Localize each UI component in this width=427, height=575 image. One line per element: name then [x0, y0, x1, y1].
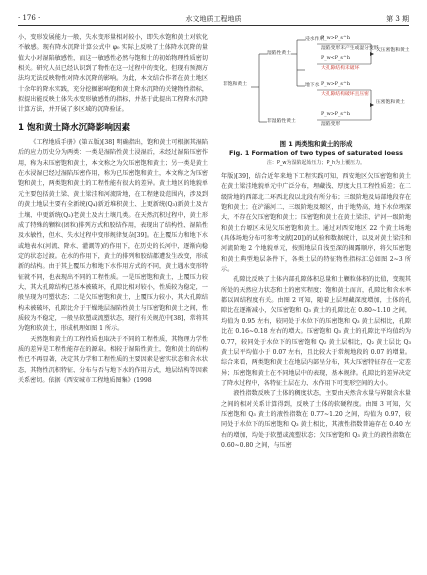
page-header: [18, 14, 409, 24]
annotation-2b: 大孔隙结构未破坏: [321, 66, 360, 71]
body-paragraph: 液性指数反映了土体的稠度状态，主要由天然含水量与界限含水量之间的相对关系计算得到，反映了土体的软硬程度。由图 3 可知，欠压密饱和 Q₃ 黄土的液性指数在 0.77~1.20 之间，均值为 0.97，较同处于水位下的压密饱和 Q₃ 黄土相比，其液性指数普遍存在 0.40 左右的增加，均处于软塑或流塑状态；欠压密饱和 Q₃ 黄土的液性指数在 0.60~0.80 之间，与压密: [221, 390, 411, 449]
figure-caption-note: 注：P_w为湿陷起始压力；P_h为上覆压力。: [266, 160, 366, 166]
node-root: 非饱和黄土: [223, 82, 247, 87]
section-heading: 1 饱和黄土降水沉降影响因素: [18, 122, 131, 133]
annotation-1: P_w>P_s^h: [321, 36, 350, 41]
header-rule: [18, 25, 409, 26]
figure-caption-en: Fig. 1 Formation of two types of saturated loess: [229, 149, 403, 157]
body-paragraph: 《工程地质手册》(第五版)[38] 明确指出，饱和黄土可根据其湿陷后的应力历史分为两类：一类是湿陷性黄土浸湿后，未经过湿陷压密作用，称为未压密饱和黄土，本文称之为欠压密饱和黄土；另一类是黄土在水浸湿已经过湿陷压密作用，称为已压密饱和黄土，本文称之为压密饱和黄土，两类饱和黄土的工程性能有很大的差异。黄土地区的地貌单元主要包括黄土梁、黄土梁洼和河流阶地，在工程建设范围内，涉及到的黄土地层主要有全新统(Q₄)新近堆积黄土、上更新统(Q₃)新黄土及古土壤、中更新统(Q₂)老黄土及古土壤几类。在天然沉积过程中，黄土形成了特殊的颗粒(团粒)排列方式和胶结作用，表现出了结构性、湿陷性及水敏性，但水、失水过程中变形规律复杂[39]。在上覆压力和地下水或地表水(河流、降水、灌溉等)的作用下，在历史的长河中，逐渐向稳定的状态过渡。在水的作用下，黄土的排列和胶结都遭发生改变，形成新的结构。由于其上覆压力和地下水作用方式的不同，黄土遇水变形特征就不同，也表现出不同的工程性质。一是压密饱和黄土，上覆压力较大，其大孔隙结构已基本被破坏，孔隙比相对较小，性质较为稳定，一般呈现为可塑状态；二是欠压密饱和黄土，上覆压力较小，其大孔隙结构未被破坏，孔隙比介于干燥地层湿陷性黄土与压密饱和黄土之间，性质较为不稳定，一般呈软塑或流塑状态，现行有关规范中[38]，常将其为饱和软黄土，形成机理如图 1 所示。: [18, 139, 208, 333]
annotation-3b: 大孔隙结构破坏且压密: [321, 92, 369, 97]
annotation-4b: 湿陷变形: [321, 122, 341, 127]
node-soaking: 浸水作用: [305, 37, 325, 42]
annotation-2: P_w<P_s^h: [321, 56, 350, 61]
result-consolidated: 压密饱和黄土: [376, 100, 405, 105]
figure-1: [221, 32, 411, 170]
page-number: · 176 ·: [18, 14, 41, 22]
body-paragraph: 年版)[39]，结合近年来地下工程实践可知，西安地区欠压密饱和黄土在黄土梁洼地貌单元中广泛分布，埋藏浅、厚度大且工程性质差；在二级阶地的西部北二环西北段以北段有所分布；三级阶地及局部地段存在饱和黄土；在浐灞河二、三级阶地及塬区，由于地势高，地下水位埋深大，不存在欠压密饱和黄土；压密饱和黄土在黄土梁洼、浐河一级阶地和黄土台塬区未见欠压密饱和黄土。通过对西安地区 22 个黄土场地(具体场地分布可参考文献[20])的试验和数据统计，以及对黄土梁洼和河流阶地 2 个地貌单元，按照地层自浅至深的揭露顺序，将欠压密饱和黄土典型地层条件下，各类土层的特征物性指标汇总如图 2~3 所示。: [221, 173, 411, 274]
intro-paragraph: 小，变形发展能力一般，失水变形量相对较小，即失水饱和黄土对软化不敏感。现有降水沉降计算公式中 φ₀ 实际上反映了土体降水沉降的量值大小对湿陷敏感性，而这一敏感性必然与饱和土的初始物理性质密切相关。研究人员已经认识到了物性在这一过程中的变化，但现有预测方法均无法反映物性对降水沉降的影响。为此，本文结合作者在黄土地区十余年的降水实践，充分挖掘影响饱和黄土降水沉降的关键物性指标，拟提出能反映土体失水变形敏感性的指标，并基于此提出工程降水沉降计算方法，并开展了多区域的沉降验证。: [18, 34, 208, 114]
body-paragraph: 天然饱和黄土的工程性质也取决于不同的工程性质，其物理力学性质的差异是工程性能存在的源泉。相较于湿陷性黄土，饱和黄土的结构性已不再显著，决定其力学和工程性质的主要因素是密实状态和含水状态，其物性沉积特征、分布与否与地下水的作用方式，地层结构等因素关系密切。依据《西安城市工程地质图集》(1998: [18, 335, 208, 384]
node-noncollapsible: 非湿陷性黄土: [267, 119, 296, 124]
left-column: [18, 33, 208, 386]
node-collapsible: 湿陷性黄土: [267, 51, 291, 56]
right-column: [221, 172, 411, 451]
journal-title: 水文地质工程地质: [185, 15, 242, 23]
node-groundwater: 地下水: [305, 83, 320, 88]
annotation-3: P_w>P_s^h: [321, 82, 350, 87]
annotation-1b: 湿陷变形未产生或湿分变形: [321, 46, 379, 51]
annotation-4: P_w>P_s^h: [321, 112, 350, 117]
body-paragraph: 孔隙比反映了土体内部孔隙体积总量和土颗粒体积的比值，变现其所处的天然应力状态和土的密实程度；饱和黄土而言，孔隙比和含水率都以固结程度有关。由图 2 可知，随着上层埋藏深度增加，土体的孔隙比在逐渐减小，欠压密饱和 Q₃ 黄土的孔隙比在 0.80~1.10 之间，均值为 0.95 左右，较同处于水位下的压密饱和 Q₃ 黄土层相比，孔隙比在 0.16~0.18 左右的增大。压密饱和 Q₃ 黄土的孔隙比平均值约为 0.77，较同处于水位下的压密饱和 Q₂ 黄土层相比，Q₂ 黄土层比 Q₃ 黄土层平均值小于 0.07 左右，且比较大于常规地段的 0.07 的增量。综合来看，两类饱和黄土在地层内部呈分布，其大压密特征存在一定差异；压密饱和黄土在不同地层中的表现，基本规律。孔隙比的差异决定了降水过程中，各特征土层在力、水作用下可变形空间的大小。: [221, 276, 411, 387]
issue-label: 第 3 期: [386, 15, 409, 23]
figure-caption-cn: 图 1 两类饱和黄土的形成: [279, 140, 353, 148]
result-underconsolidated: 欠压密饱和黄土: [376, 48, 410, 53]
